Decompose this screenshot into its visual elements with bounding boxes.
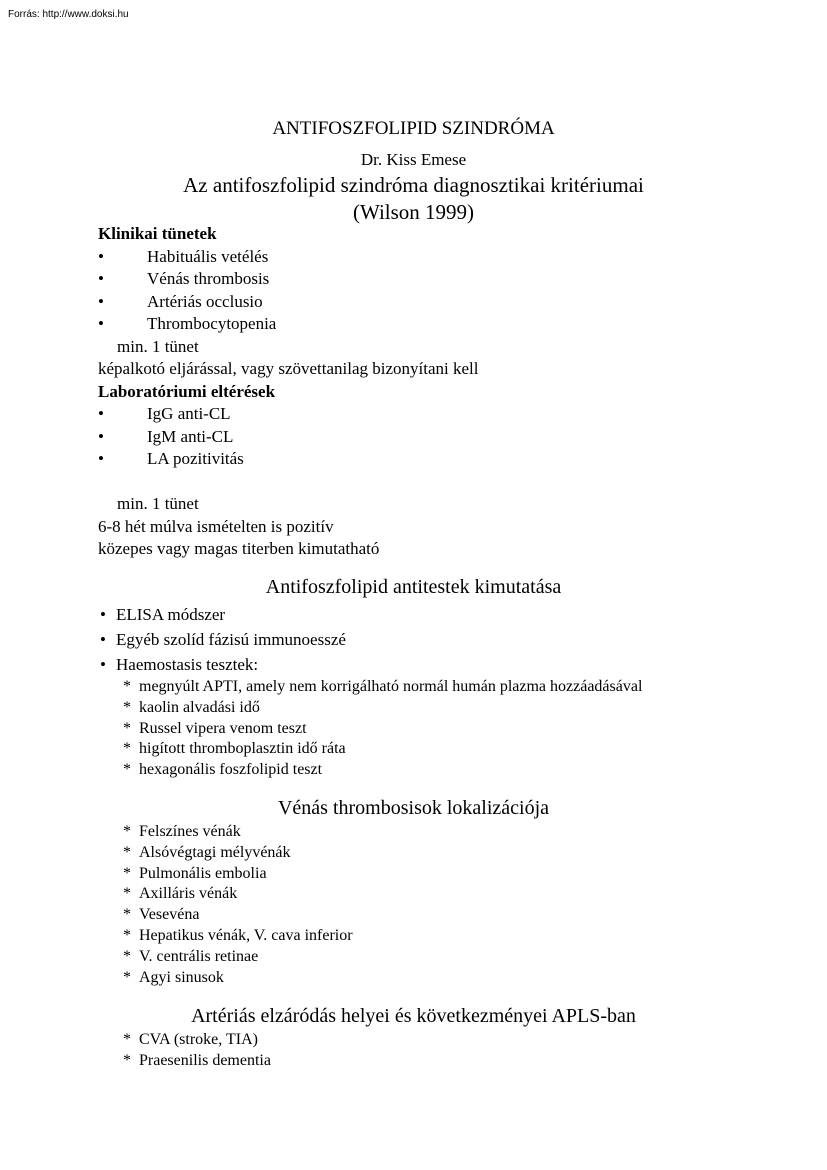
source-line: Forrás: http://www.doksi.hu — [8, 9, 129, 20]
spacer — [98, 471, 479, 494]
document-title: ANTIFOSZFOLIPID SZINDRÓMA — [272, 118, 555, 139]
clinical-min-note: min. 1 tünet — [117, 336, 199, 356]
asterisk-icon: * — [123, 906, 131, 924]
clinical-proof-note: képalkotó eljárással, vagy szövettanilag bizonyítani kell — [98, 359, 479, 378]
bullet-icon: • — [98, 449, 104, 468]
asterisk-icon: * — [123, 740, 131, 758]
bullet-icon: • — [98, 426, 104, 446]
asterisk-icon: * — [123, 719, 131, 737]
subtitle-line-2: (Wilson 1999) — [352, 200, 475, 224]
asterisk-icon: * — [123, 947, 131, 965]
list-item: • Thrombocytopenia — [98, 313, 479, 336]
list-item: • Vénás thrombosis — [98, 268, 479, 291]
asterisk-icon: * — [123, 761, 131, 779]
asterisk-icon: * — [123, 843, 131, 861]
bullet-icon: • — [100, 630, 106, 649]
arterial-heading: Artériás elzáródás helyei és következményei APLS-ban — [191, 1005, 636, 1027]
asterisk-icon: * — [123, 1051, 131, 1069]
bullet-icon: • — [98, 314, 104, 333]
clinical-heading: Klinikai tünetek — [98, 224, 217, 243]
laboratory-heading: Laboratóriumi eltérések — [98, 381, 276, 401]
antibody-detection-heading: Antifoszfolipid antitestek kimutatása — [265, 576, 562, 598]
list-item: • LA pozitivitás — [98, 448, 479, 471]
laboratory-note-repeat: 6-8 hét múlva ismételten is pozitív — [98, 516, 334, 536]
author-name: Dr. Kiss Emese — [360, 150, 467, 169]
list-item: • IgM anti-CL — [98, 426, 479, 449]
asterisk-icon: * — [123, 864, 131, 882]
venous-heading: Vénás thrombosisok lokalizációja — [277, 797, 550, 819]
list-item: • Artériás occlusio — [98, 291, 479, 314]
asterisk-icon: * — [123, 926, 131, 944]
subtitle-line-1: Az antifoszfolipid szindróma diagnosztikai kritériumai — [183, 173, 644, 197]
bullet-icon: • — [100, 605, 106, 624]
bullet-icon: • — [98, 404, 104, 423]
criteria-block — [98, 223, 479, 561]
list-item: • Habituális vetélés — [98, 246, 479, 269]
bullet-icon: • — [98, 246, 104, 266]
asterisk-icon: * — [123, 678, 131, 695]
asterisk-icon: * — [123, 823, 131, 840]
asterisk-icon: * — [123, 968, 131, 986]
asterisk-icon: * — [123, 698, 131, 716]
laboratory-note-titer: közepes vagy magas titerben kimutatható — [98, 539, 380, 558]
bullet-icon: • — [100, 655, 106, 674]
bullet-icon: • — [98, 269, 104, 288]
asterisk-icon: * — [123, 885, 131, 903]
list-item: • IgG anti-CL — [98, 403, 479, 426]
bullet-icon: • — [98, 291, 104, 311]
asterisk-icon: * — [123, 1031, 131, 1048]
laboratory-min-note: min. 1 tünet — [117, 494, 199, 513]
